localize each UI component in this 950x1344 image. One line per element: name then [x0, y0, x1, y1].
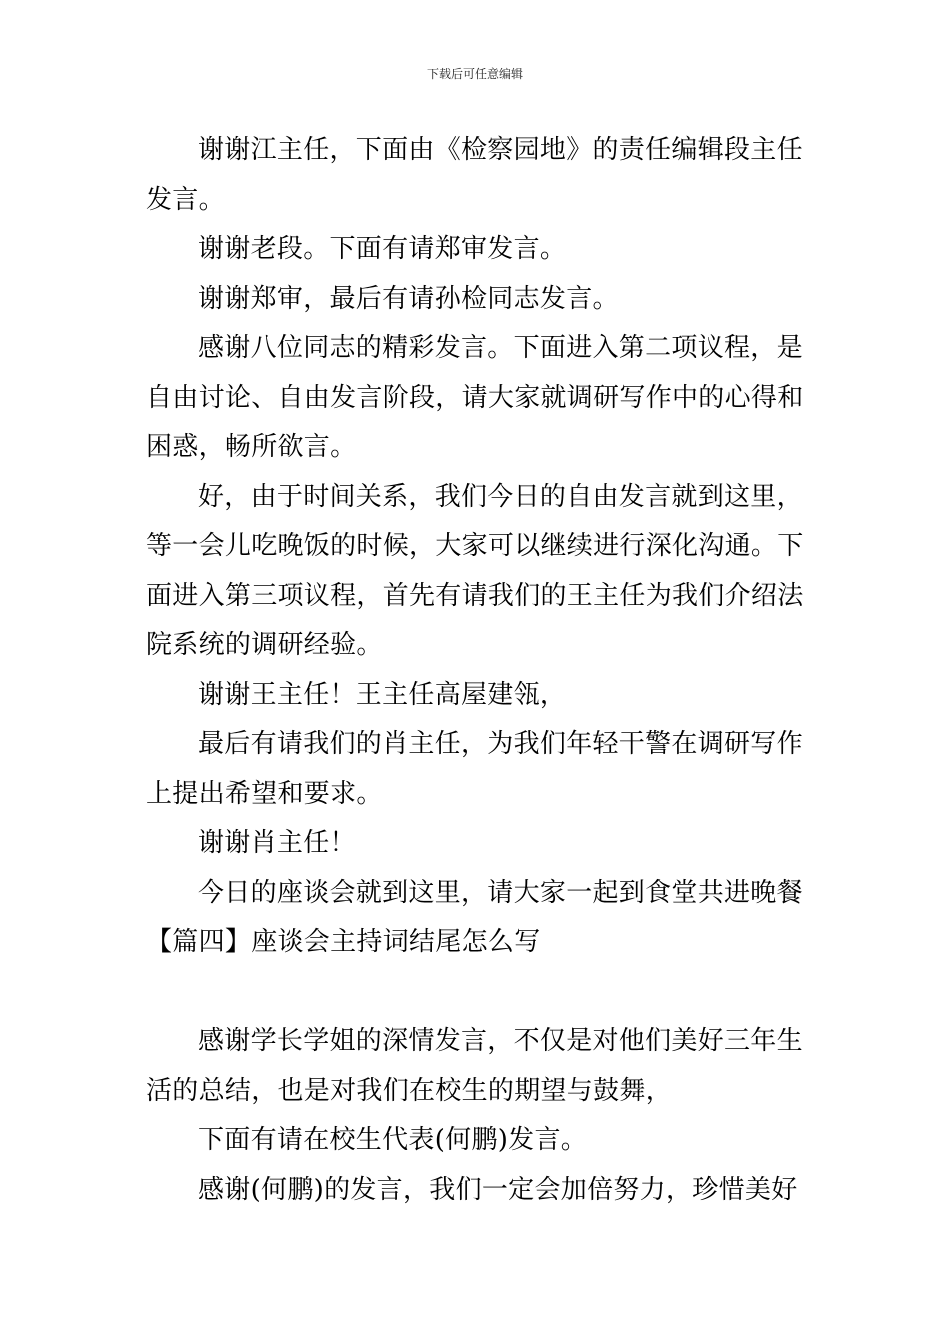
paragraph: 谢谢郑审，最后有请孙检同志发言。 [198, 283, 619, 314]
paragraph: 感谢学长学姐的深情发言，不仅是对他们美好三年生活的总结，也是对我们在校生的期望与鼓舞， [146, 1026, 803, 1106]
paragraph: 今日的座谈会就到这里，请大家一起到食堂共进晚餐 [198, 877, 803, 908]
paragraph: 谢谢肖主任！ [198, 828, 356, 858]
paragraph: 谢谢江主任，下面由《检察园地》的责任编辑段主任发言。 [146, 135, 803, 215]
paragraph: 感谢八位同志的精彩发言。下面进入第二项议程，是自由讨论、自由发言阶段，请大家就调研写作中的心得和困惑，畅所欲言。 [146, 333, 804, 462]
document-body [146, 126, 806, 1215]
paragraph: 最后有请我们的肖主任，为我们年轻干警在调研写作上提出希望和要求。 [146, 729, 803, 809]
paragraph: 下面有请在校生代表(何鹏)发言。 [198, 1125, 588, 1155]
paragraph: 谢谢王主任！王主任高屋建瓴， [198, 679, 567, 710]
paragraph: 感谢(何鹏)的发言，我们一定会加倍努力，珍惜美好 [198, 1174, 798, 1205]
paragraph: 谢谢老段。下面有请郑审发言。 [198, 234, 567, 264]
paragraph: 好，由于时间关系，我们今日的自由发言就到这里，等一会儿吃晚饭的时候，大家可以继续进行深化沟通。下面进入第三项议程，首先有请我们的王主任为我们介绍法院系统的调研经验。 [146, 481, 804, 660]
page-header-note: 下载后可任意编辑 [426, 67, 523, 81]
section-heading: 【篇四】座谈会主持词结尾怎么写 [146, 927, 541, 957]
blank-line [146, 968, 806, 1018]
